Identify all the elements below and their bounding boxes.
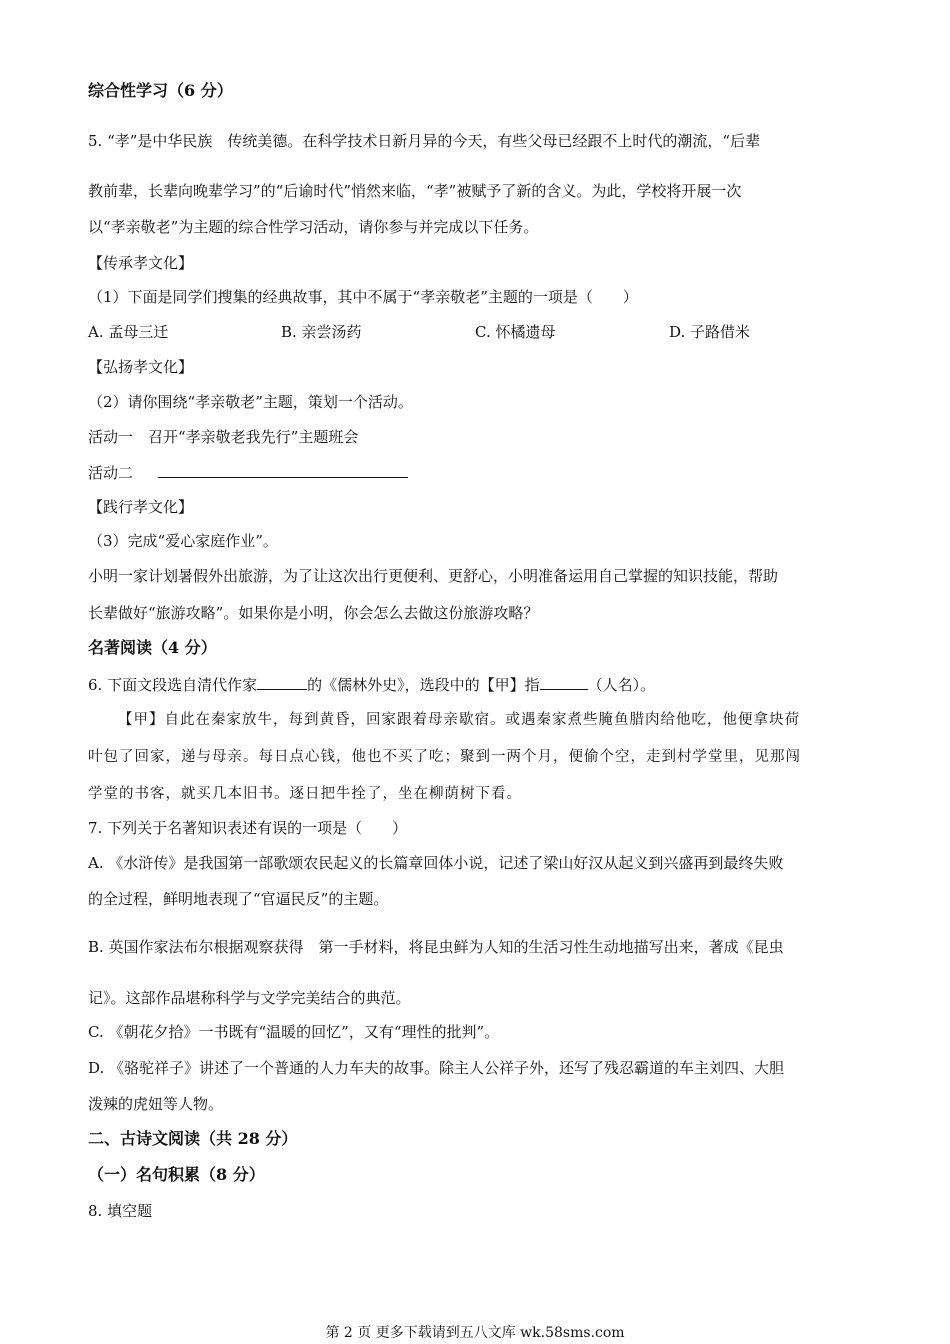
q5-task-heading-1: 【传承孝文化】 xyxy=(88,254,194,272)
q7-option-b-line-1: B. 英国作家法布尔根据观察获得 第一手材料，将昆虫鲜为人知的生活习性生动地描写出来，著成《昆虫 xyxy=(88,938,784,956)
q7-option-d-line-1: D. 《骆驼祥子》讲述了一个普通的人力车夫的故事。除主人公祥子外，还写了残忍霸道的车主刘四、大胆 xyxy=(88,1059,785,1077)
page-footer: 第 2 页 更多下载请到五八文库 wk.58sms.com xyxy=(325,1325,625,1341)
q5-activity-2-row xyxy=(88,461,408,484)
q7-stem: 7. 下列关于名著知识表述有误的一项是（ ） xyxy=(88,819,408,837)
q5-activity-1: 活动一 召开“孝亲敬老我先行”主题班会 xyxy=(88,428,359,446)
q5-line-3: 以“孝亲敬老”为主题的综合性学习活动，请你参与并完成以下任务。 xyxy=(88,218,539,236)
q5-subquestion-1: （1）下面是同学们搜集的经典故事，其中不属于“孝亲敬老”主题的一项是（ ） xyxy=(88,288,638,306)
answer-blank[interactable] xyxy=(158,461,408,478)
section-subheading-quotes: （一）名句积累（8 分） xyxy=(88,1165,265,1184)
q5-line-1: 5. “孝”是中华民族 传统美德。在科学技术日新月异的今天，有些父母已经跟不上时代的潮流，“后辈 xyxy=(88,132,761,150)
q5-paragraph-line-2: 长辈做好“旅游攻略”。如果你是小明，你会怎么去做这份旅游攻略？ xyxy=(88,604,539,622)
section-heading-classics: 名著阅读（4 分） xyxy=(88,638,217,657)
answer-blank-person[interactable] xyxy=(540,673,588,690)
q6-stem-part-b: 的《儒林外史》，选段中的【甲】指 xyxy=(307,676,540,694)
q5-paragraph-line-1: 小明一家计划暑假外出旅游，为了让这次出行更便利、更舒心，小明准备运用自己掌握的知识技能，帮助 xyxy=(88,567,779,585)
q6-excerpt-line-2: 叶包了回家，递与母亲。每日点心钱，他也不买了吃；聚到一两个月，便偷个空，走到村学堂里，见那闯 xyxy=(88,749,801,765)
q5-task-heading-3: 【践行孝文化】 xyxy=(88,498,194,516)
q6-stem-part-a: 6. 下面文段选自清代作家 xyxy=(88,676,258,694)
q5-option-d: D. 子路借米 xyxy=(669,323,751,341)
q5-task-heading-2: 【弘扬孝文化】 xyxy=(88,358,194,376)
q5-subquestion-3: （3）完成“爱心家庭作业”。 xyxy=(88,532,278,550)
q6-excerpt-line-1: 【甲】自此在秦家放牛，每到黄昏，回家跟着母亲歇宿。或遇秦家煮些腌鱼腊肉给他吃，他便拿块荷 xyxy=(118,712,800,728)
q7-option-a-line-2: 的全过程，鲜明地表现了“官逼民反”的主题。 xyxy=(88,890,389,908)
q5-option-c: C. 怀橘遗母 xyxy=(475,323,556,341)
q7-option-a-line-1: A. 《水浒传》是我国第一部歌颂农民起义的长篇章回体小说，记述了梁山好汉从起义到兴盛再到最终失败 xyxy=(88,854,784,872)
q6-excerpt-line-3: 学堂的书客，就买几本旧书。逐日把牛拴了，坐在柳荫树下看。 xyxy=(88,786,522,802)
q7-option-c: C. 《朝花夕拾》一书既有“温暖的回忆”，又有“理性的批判”。 xyxy=(88,1023,500,1041)
q5-line-2: 教前辈，长辈向晚辈学习”的“后谕时代”悄然来临，“孝”被赋予了新的含义。为此，学校将开展一次 xyxy=(88,182,742,200)
q7-option-b-line-2: 记》。这部作品堪称科学与文学完美结合的典范。 xyxy=(88,989,411,1007)
q6-stem xyxy=(88,673,655,696)
section-heading-poetry: 二、古诗文阅读（共 28 分） xyxy=(88,1129,298,1148)
q7-option-d-line-2: 泼辣的虎妞等人物。 xyxy=(88,1095,224,1113)
q5-subquestion-2: （2）请你围绕“孝亲敬老”主题，策划一个活动。 xyxy=(88,393,413,411)
answer-blank-author[interactable] xyxy=(257,673,307,690)
q5-option-b: B. 亲尝汤药 xyxy=(281,323,362,341)
q8-stem: 8. 填空题 xyxy=(88,1202,153,1220)
q5-activity-2-label: 活动二 xyxy=(88,464,134,482)
q5-option-a: A. 孟母三迁 xyxy=(88,323,169,341)
section-heading-comprehensive: 综合性学习（6 分） xyxy=(88,81,233,100)
q6-stem-part-c: （人名）。 xyxy=(587,676,656,694)
